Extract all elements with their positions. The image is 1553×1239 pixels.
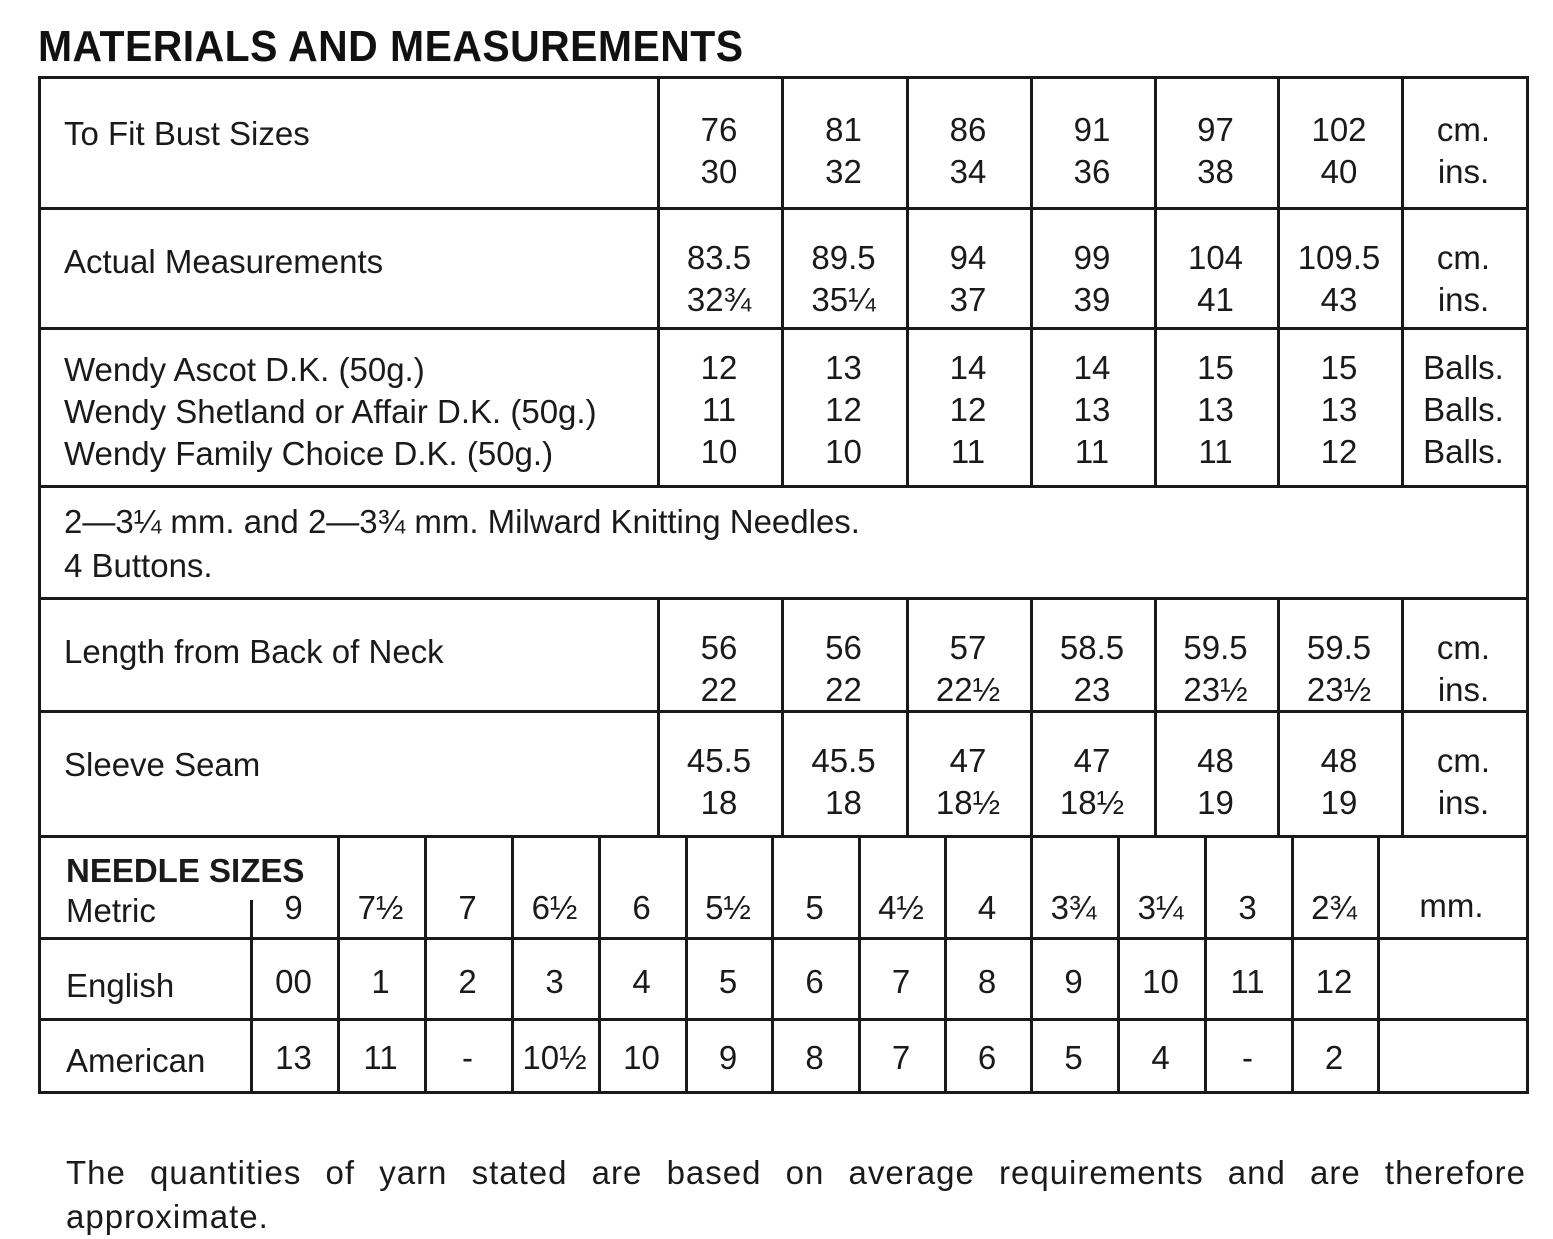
col-divider bbox=[1377, 835, 1380, 1091]
size-value: 19 bbox=[1320, 784, 1358, 821]
american-size: 7 bbox=[891, 1039, 911, 1076]
page-title: MATERIALS AND MEASUREMENTS bbox=[38, 22, 744, 71]
metric-size: 4½ bbox=[878, 889, 924, 926]
size-value: 94 bbox=[949, 239, 987, 276]
english-size: 8 bbox=[977, 963, 997, 1000]
yarn-balls: 12 bbox=[949, 391, 987, 428]
row-label: To Fit Bust Sizes bbox=[64, 115, 310, 152]
american-size: 9 bbox=[718, 1039, 738, 1076]
metric-unit: mm. bbox=[1419, 887, 1484, 924]
english-label: English bbox=[66, 967, 175, 1004]
unit-label: cm. bbox=[1436, 629, 1491, 666]
english-size: 10 bbox=[1142, 963, 1179, 1000]
english-size: 12 bbox=[1315, 963, 1353, 1000]
metric-size: 5 bbox=[805, 889, 824, 926]
english-size: 6 bbox=[805, 963, 824, 1000]
footnote: The quantities of yarn stated are based on average requirements and are therefore approximate. bbox=[66, 1154, 1526, 1235]
english-size: 5 bbox=[718, 963, 738, 1000]
size-value: 81 bbox=[825, 111, 862, 148]
metric-size: 9 bbox=[284, 889, 303, 926]
size-value: 18 bbox=[700, 784, 738, 821]
yarn-balls: 13 bbox=[1073, 391, 1111, 428]
size-value: 56 bbox=[825, 629, 862, 666]
size-value: 22 bbox=[825, 671, 862, 708]
metric-size: 4 bbox=[977, 889, 997, 926]
size-value: 47 bbox=[1073, 742, 1111, 779]
metric-size: 3¼ bbox=[1137, 889, 1184, 926]
yarn-balls: 10 bbox=[825, 433, 862, 470]
row-label: Sleeve Seam bbox=[64, 746, 261, 783]
size-value: 89.5 bbox=[811, 239, 876, 276]
metric-label: Metric bbox=[66, 892, 156, 929]
yarn-balls: 15 bbox=[1320, 349, 1358, 386]
size-value: 45.5 bbox=[686, 742, 752, 779]
size-value: 37 bbox=[949, 281, 987, 318]
row-divider bbox=[38, 835, 1526, 838]
english-size: 7 bbox=[891, 963, 911, 1000]
yarn-balls: 11 bbox=[701, 391, 737, 428]
size-value: 19 bbox=[1197, 784, 1234, 821]
yarn-balls: 12 bbox=[1320, 433, 1358, 470]
american-size: 2 bbox=[1324, 1039, 1344, 1076]
unit-label: ins. bbox=[1437, 671, 1490, 708]
size-value: 99 bbox=[1073, 239, 1111, 276]
yarn-balls: 15 bbox=[1197, 349, 1234, 386]
american-size: 4 bbox=[1151, 1039, 1170, 1076]
english-size: 00 bbox=[275, 963, 312, 1000]
yarn-label: Wendy Shetland or Affair D.K. (50g.) bbox=[64, 393, 597, 430]
row-label: Actual Measurements bbox=[64, 243, 384, 280]
unit-label: Balls. bbox=[1423, 349, 1504, 386]
unit-label: Balls. bbox=[1423, 433, 1504, 470]
unit-label: cm. bbox=[1436, 239, 1491, 276]
american-size: 10½ bbox=[522, 1039, 587, 1076]
yarn-label: Wendy Family Choice D.K. (50g.) bbox=[64, 435, 554, 472]
metric-size: 6½ bbox=[531, 889, 578, 926]
yarn-balls: 11 bbox=[1198, 433, 1233, 470]
size-value: 18½ bbox=[935, 784, 1001, 821]
american-size: 5 bbox=[1064, 1039, 1083, 1076]
yarn-balls: 11 bbox=[1074, 433, 1110, 470]
yarn-balls: 12 bbox=[825, 391, 862, 428]
metric-size: 3¾ bbox=[1050, 889, 1097, 926]
yarn-balls: 13 bbox=[825, 349, 862, 386]
metric-size: 2¾ bbox=[1311, 889, 1357, 926]
yarn-balls: 13 bbox=[1320, 391, 1358, 428]
size-value: 45.5 bbox=[811, 742, 876, 779]
size-value: 47 bbox=[949, 742, 987, 779]
size-value: 38 bbox=[1197, 153, 1234, 190]
metric-size: 7 bbox=[458, 889, 477, 926]
metric-size: 3 bbox=[1238, 889, 1257, 926]
size-value: 76 bbox=[700, 111, 738, 148]
english-size: 1 bbox=[371, 963, 390, 1000]
size-value: 22 bbox=[700, 671, 738, 708]
size-value: 32¾ bbox=[686, 281, 752, 318]
size-value: 59.5 bbox=[1183, 629, 1248, 666]
row-divider bbox=[38, 485, 1526, 488]
size-value: 36 bbox=[1073, 153, 1111, 190]
size-value: 83.5 bbox=[686, 239, 752, 276]
metric-size: 5½ bbox=[705, 889, 751, 926]
unit-label: cm. bbox=[1436, 111, 1491, 148]
size-value: 109.5 bbox=[1297, 239, 1381, 276]
materials-line: 4 Buttons. bbox=[64, 547, 213, 584]
american-size: 13 bbox=[275, 1039, 312, 1076]
size-value: 104 bbox=[1187, 239, 1244, 276]
size-value: 56 bbox=[700, 629, 738, 666]
american-size: 10 bbox=[623, 1039, 660, 1076]
size-value: 22½ bbox=[935, 671, 1001, 708]
american-size: 8 bbox=[805, 1039, 824, 1076]
size-value: 48 bbox=[1197, 742, 1234, 779]
size-value: 43 bbox=[1320, 281, 1358, 318]
size-value: 41 bbox=[1197, 281, 1234, 318]
size-value: 48 bbox=[1320, 742, 1358, 779]
unit-label: ins. bbox=[1437, 784, 1490, 821]
yarn-balls: 14 bbox=[949, 349, 987, 386]
yarn-balls: 14 bbox=[1073, 349, 1111, 386]
size-value: 58.5 bbox=[1059, 629, 1125, 666]
size-value: 40 bbox=[1320, 153, 1358, 190]
row-label: Length from Back of Neck bbox=[64, 633, 444, 670]
size-value: 23½ bbox=[1183, 671, 1248, 708]
english-size: 4 bbox=[632, 963, 651, 1000]
american-label: American bbox=[66, 1042, 206, 1079]
unit-label: Balls. bbox=[1423, 391, 1504, 428]
size-value: 30 bbox=[700, 153, 738, 190]
size-value: 102 bbox=[1311, 111, 1367, 148]
american-size: 6 bbox=[977, 1039, 997, 1076]
size-value: 57 bbox=[949, 629, 987, 666]
size-value: 32 bbox=[825, 153, 862, 190]
yarn-balls: 12 bbox=[700, 349, 738, 386]
size-value: 23½ bbox=[1306, 671, 1372, 708]
metric-size: 6 bbox=[632, 889, 651, 926]
size-value: 39 bbox=[1073, 281, 1111, 318]
size-value: 97 bbox=[1197, 111, 1234, 148]
unit-label: ins. bbox=[1437, 281, 1490, 318]
materials-line: 2—3¼ mm. and 2—3¾ mm. Milward Knitting Needles. bbox=[64, 503, 860, 540]
row-divider bbox=[38, 1018, 1526, 1021]
english-size: 11 bbox=[1230, 963, 1265, 1000]
size-value: 18½ bbox=[1059, 784, 1125, 821]
english-size: 2 bbox=[458, 963, 477, 1000]
metric-size: 7½ bbox=[357, 889, 404, 926]
size-value: 18 bbox=[825, 784, 862, 821]
size-value: 35¼ bbox=[811, 281, 876, 318]
yarn-balls: 10 bbox=[700, 433, 738, 470]
size-value: 91 bbox=[1073, 111, 1111, 148]
size-value: 86 bbox=[949, 111, 987, 148]
size-value: 23 bbox=[1073, 671, 1111, 708]
american-size: - bbox=[1242, 1039, 1253, 1076]
unit-label: cm. bbox=[1436, 742, 1491, 779]
size-value: 34 bbox=[949, 153, 987, 190]
yarn-balls: 13 bbox=[1197, 391, 1234, 428]
yarn-label: Wendy Ascot D.K. (50g.) bbox=[64, 351, 425, 388]
size-value: 59.5 bbox=[1306, 629, 1372, 666]
english-size: 9 bbox=[1064, 963, 1083, 1000]
american-size: - bbox=[462, 1039, 473, 1076]
american-size: 11 bbox=[363, 1039, 398, 1076]
yarn-balls: 11 bbox=[950, 433, 986, 470]
needle-sizes-heading: NEEDLE SIZES bbox=[66, 852, 305, 889]
unit-label: ins. bbox=[1437, 153, 1490, 190]
english-size: 3 bbox=[545, 963, 564, 1000]
row-divider bbox=[38, 937, 1526, 940]
